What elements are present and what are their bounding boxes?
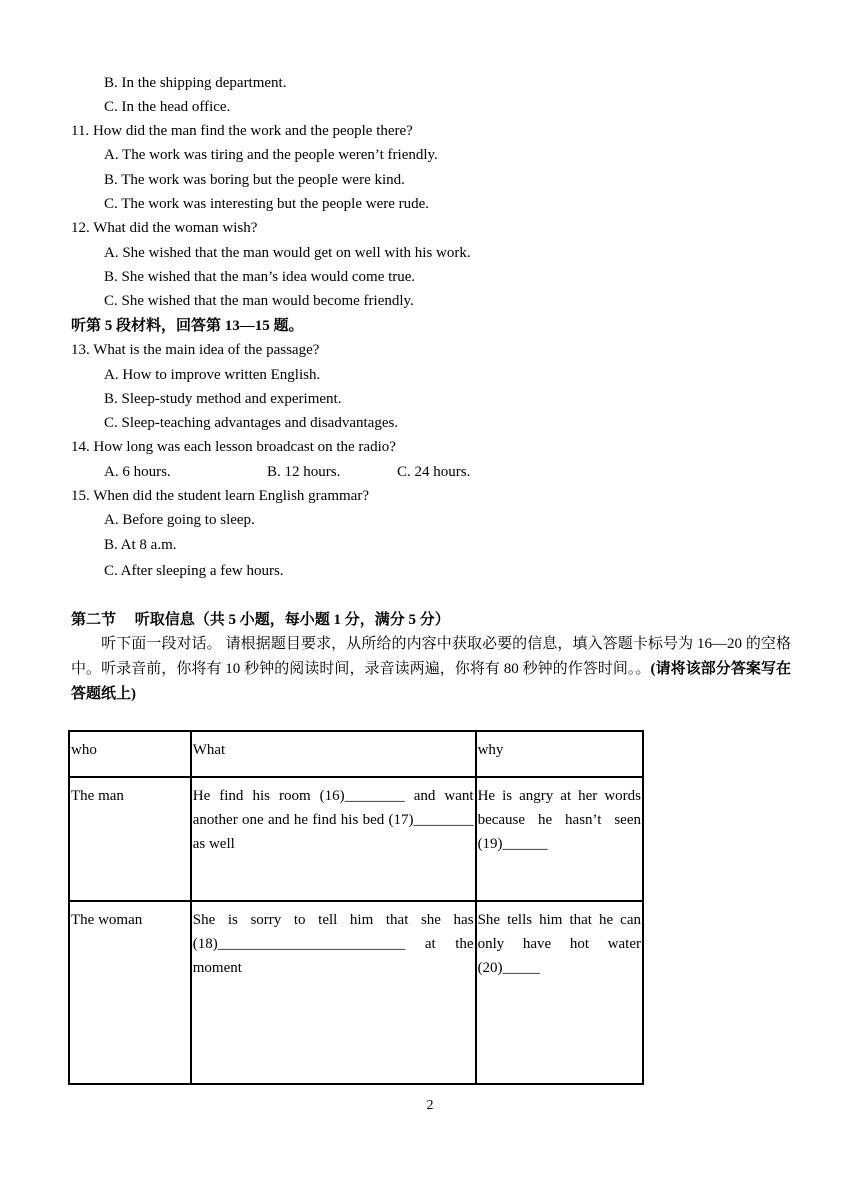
table-header-row [69, 731, 643, 777]
q12-stem: 12. What did the woman wish? [71, 220, 258, 236]
part-2-instruction [71, 632, 791, 707]
instruction-note: (请将该部分答案写在答题纸上) [71, 661, 791, 702]
cell-who: The woman [69, 901, 191, 1084]
cell-why: He is angry at her words because he hasn’t seen (19)______ [476, 777, 643, 901]
table-row [69, 777, 643, 901]
q13-option-c: C. Sleep-teaching advantages and disadvantages. [104, 415, 399, 431]
header-what: What [191, 731, 476, 777]
header-who: who [69, 731, 191, 777]
q11-option-c: C. The work was interesting but the people were rude. [104, 196, 430, 212]
page-number: 2 [426, 1098, 434, 1113]
q14-option-a: A. 6 hours. [104, 464, 171, 480]
q10-option-c: C. In the head office. [104, 99, 231, 115]
section-5-heading: 听第 5 段材料，回答第 13—15 题。 [71, 318, 304, 334]
q15-option-c: C. After sleeping a few hours. [104, 563, 284, 579]
cell-what: He find his room (16)________ and want another one and he find his bed (17)________ as well [191, 777, 476, 901]
q15-option-a: A. Before going to sleep. [104, 512, 255, 528]
q14-options [104, 462, 470, 482]
header-why: why [476, 731, 643, 777]
q11-stem: 11. How did the man find the work and the people there? [71, 123, 413, 139]
q13-option-a: A. How to improve written English. [104, 367, 321, 383]
q14-option-b: B. 12 hours. [267, 464, 341, 480]
q12-option-c: C. She wished that the man would become friendly. [104, 293, 414, 309]
q11-option-a: A. The work was tiring and the people weren’t friendly. [104, 147, 438, 163]
q12-option-b: B. She wished that the man’s idea would come true. [104, 269, 416, 285]
cell-who: The man [69, 777, 191, 901]
q12-option-a: A. She wished that the man would get on well with his work. [104, 245, 471, 261]
q13-stem: 13. What is the main idea of the passage? [71, 342, 320, 358]
q14-stem: 14. How long was each lesson broadcast on the radio? [71, 439, 396, 455]
cell-why: She tells him that he can only have hot water (20)_____ [476, 901, 643, 1084]
part-2-heading: 第二节 听取信息（共 5 小题，每小题 1 分，满分 5 分） [71, 612, 450, 628]
q14-option-c: C. 24 hours. [397, 464, 471, 480]
q13-option-b: B. Sleep-study method and experiment. [104, 391, 342, 407]
q10-option-b: B. In the shipping department. [104, 75, 287, 91]
instruction-text: 听下面一段对话。 请根据题目要求，从所给的内容中获取必要的信息，填入答题卡标号为 16—20 的空格中。听录音前，你将有 10 秒钟的阅读时间，录音读两遍，你将有 80 秒钟的作答时间。。 [71, 636, 791, 677]
cell-what: She is sorry to tell him that she has (18)_________________________ at the moment [191, 901, 476, 1084]
table-row [69, 901, 643, 1084]
q15-stem: 15. When did the student learn English grammar? [71, 488, 369, 504]
q11-option-b: B. The work was boring but the people were kind. [104, 172, 405, 188]
q15-option-b: B. At 8 a.m. [104, 537, 177, 553]
info-table [68, 730, 644, 1085]
